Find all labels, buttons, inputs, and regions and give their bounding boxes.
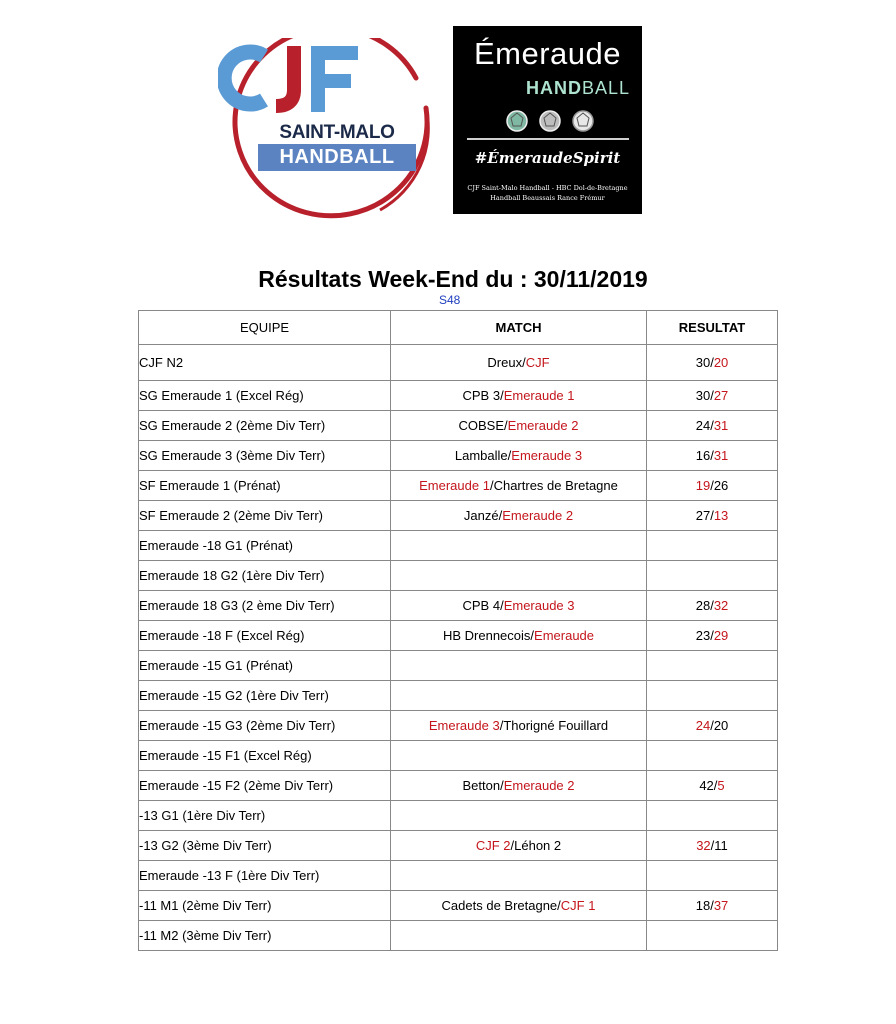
results-body [139, 345, 778, 951]
separator: / [710, 838, 715, 853]
away-team: Emeraude 2 [503, 778, 575, 793]
table-row [139, 801, 778, 831]
home-score: 42 [699, 778, 714, 793]
table-row [139, 741, 778, 771]
result-cell [647, 771, 778, 801]
match-cell [391, 621, 647, 651]
away-score: 37 [713, 898, 729, 913]
separator: / [507, 448, 512, 463]
emeraude-title: Émeraude [473, 36, 622, 71]
team-cell: SG Emeraude 2 (2ème Div Terr) [139, 411, 391, 441]
separator: / [710, 898, 714, 913]
match-cell [391, 441, 647, 471]
match-cell [391, 381, 647, 411]
result-cell [647, 921, 778, 951]
result-cell [647, 681, 778, 711]
away-score: 29 [713, 628, 729, 643]
home-score: 24 [695, 718, 711, 733]
table-row [139, 591, 778, 621]
team-cell: Emeraude -15 G2 (1ère Div Terr) [139, 681, 391, 711]
emeraude-divider [467, 138, 629, 140]
table-row [139, 921, 778, 951]
separator: / [499, 718, 504, 733]
away-team: CJF 1 [560, 898, 596, 913]
table-row [139, 345, 778, 381]
home-team: Emeraude 3 [428, 718, 500, 733]
away-team: Emeraude 3 [503, 598, 575, 613]
separator: / [710, 508, 714, 523]
home-score: 24 [695, 418, 711, 433]
away-team: Léhon 2 [514, 838, 562, 853]
away-score: 27 [713, 388, 729, 403]
separator: / [500, 598, 504, 613]
match-cell [391, 651, 647, 681]
away-score: 11 [714, 838, 728, 853]
home-team: Janzé [463, 508, 499, 523]
home-score: 18 [695, 898, 711, 913]
match-cell [391, 921, 647, 951]
match-cell [391, 891, 647, 921]
photo-credit [631, 130, 639, 220]
results-table [138, 310, 778, 951]
separator: / [489, 478, 494, 493]
away-team: Emeraude 1 [503, 388, 575, 403]
separator: / [710, 478, 714, 493]
table-row [139, 861, 778, 891]
emeraude-footer-line1: CJF Saint-Malo Handball - HBC Dol-de-Bretagne [467, 184, 628, 192]
result-cell [647, 831, 778, 861]
emeraude-hashtag: #ÉmeraudeSpirit [474, 149, 621, 167]
match-cell [391, 801, 647, 831]
result-cell [647, 651, 778, 681]
result-cell [647, 501, 778, 531]
table-row [139, 411, 778, 441]
team-cell: Emeraude 18 G3 (2 ème Div Terr) [139, 591, 391, 621]
result-cell [647, 801, 778, 831]
home-score: 23 [695, 628, 711, 643]
home-team: Dreux [487, 355, 523, 370]
cjf-sport: HANDBALL [258, 144, 416, 171]
match-cell [391, 741, 647, 771]
team-cell: Emeraude -15 G1 (Prénat) [139, 651, 391, 681]
team-cell: -11 M1 (2ème Div Terr) [139, 891, 391, 921]
match-cell [391, 471, 647, 501]
away-score: 32 [713, 598, 729, 613]
separator: / [710, 598, 714, 613]
page-title: Résultats Week-End du : 30/11/2019 [258, 266, 648, 292]
away-team: Emeraude 3 [511, 448, 583, 463]
separator: / [522, 355, 526, 370]
emeraude-logo [453, 26, 642, 214]
table-header-row [139, 311, 778, 345]
table-row [139, 621, 778, 651]
home-score: 27 [695, 508, 711, 523]
match-cell [391, 531, 647, 561]
home-score: 19 [695, 478, 711, 493]
result-cell [647, 531, 778, 561]
away-score: 31 [713, 448, 729, 463]
home-score: 28 [695, 598, 711, 613]
team-cell: SF Emeraude 2 (2ème Div Terr) [139, 501, 391, 531]
match-cell [391, 861, 647, 891]
away-score: 20 [713, 718, 729, 733]
match-cell [391, 771, 647, 801]
home-score: 30 [695, 388, 711, 403]
emeraude-subtitle [526, 78, 630, 99]
week-number: S48 [439, 293, 461, 307]
result-cell [647, 741, 778, 771]
table-row [139, 891, 778, 921]
team-cell: -13 G1 (1ère Div Terr) [139, 801, 391, 831]
away-team: Emeraude 2 [507, 418, 579, 433]
separator: / [498, 508, 503, 523]
home-team: Lamballe [454, 448, 508, 463]
home-team: CPB 3 [462, 388, 501, 403]
separator: / [710, 628, 714, 643]
column-header-result: RESULTAT [647, 311, 778, 345]
team-cell: Emeraude -18 G1 (Prénat) [139, 531, 391, 561]
away-score: 26 [713, 478, 729, 493]
separator: / [713, 778, 718, 793]
away-team: Thorigné Fouillard [503, 718, 609, 733]
column-header-team: EQUIPE [139, 311, 391, 345]
match-cell [391, 501, 647, 531]
table-row [139, 651, 778, 681]
team-cell: Emeraude -15 G3 (2ème Div Terr) [139, 711, 391, 741]
cjf-city: SAINT-MALO [279, 122, 395, 143]
separator: / [710, 718, 714, 733]
result-cell [647, 561, 778, 591]
result-cell [647, 711, 778, 741]
separator: / [530, 628, 535, 643]
team-cell: SG Emeraude 1 (Excel Rég) [139, 381, 391, 411]
result-cell [647, 861, 778, 891]
team-cell: -13 G2 (3ème Div Terr) [139, 831, 391, 861]
separator: / [710, 448, 714, 463]
result-cell [647, 441, 778, 471]
away-score: 20 [713, 355, 729, 370]
team-cell: Emeraude -15 F1 (Excel Rég) [139, 741, 391, 771]
table-row [139, 681, 778, 711]
team-cell: SG Emeraude 3 (3ème Div Terr) [139, 441, 391, 471]
emeraude-footer-line2: Handball Beaussais Rance Frémur [490, 194, 605, 202]
separator: / [500, 778, 504, 793]
separator: / [710, 388, 714, 403]
table-row [139, 561, 778, 591]
cjf-logo [218, 38, 444, 228]
away-team: CJF [525, 355, 550, 370]
handball-balls-icon [505, 109, 595, 133]
result-cell [647, 891, 778, 921]
emeraude-sub-light: BALL [581, 78, 630, 98]
result-cell [647, 471, 778, 501]
table-row [139, 381, 778, 411]
emeraude-footer [453, 183, 642, 203]
table-row [139, 501, 778, 531]
table-row [139, 441, 778, 471]
home-score: 32 [696, 838, 711, 853]
match-cell [391, 345, 647, 381]
result-cell [647, 621, 778, 651]
team-cell: CJF N2 [139, 345, 391, 381]
table-row [139, 531, 778, 561]
separator: / [557, 898, 561, 913]
home-score: 16 [695, 448, 711, 463]
cjf-letters [218, 38, 368, 118]
result-cell [647, 345, 778, 381]
home-team: CPB 4 [462, 598, 501, 613]
separator: / [504, 418, 508, 433]
away-team: Emeraude 2 [502, 508, 574, 523]
team-cell: SF Emeraude 1 (Prénat) [139, 471, 391, 501]
table-row [139, 711, 778, 741]
match-cell [391, 681, 647, 711]
team-cell: Emeraude 18 G2 (1ère Div Terr) [139, 561, 391, 591]
away-score: 31 [713, 418, 729, 433]
match-cell [391, 711, 647, 741]
table-row [139, 471, 778, 501]
away-team: Emeraude [534, 628, 595, 643]
home-team: Cadets de Bretagne [441, 898, 558, 913]
match-cell [391, 591, 647, 621]
home-team: HB Drennecois [442, 628, 531, 643]
home-team: Betton [462, 778, 501, 793]
home-team: Emeraude 1 [419, 478, 490, 493]
result-cell [647, 411, 778, 441]
separator: / [510, 838, 515, 853]
team-cell: Emeraude -18 F (Excel Rég) [139, 621, 391, 651]
separator: / [500, 388, 504, 403]
result-cell [647, 381, 778, 411]
match-cell [391, 411, 647, 441]
separator: / [710, 418, 714, 433]
home-team: COBSE [458, 418, 505, 433]
emeraude-sub-bold: HAND [525, 78, 582, 98]
column-header-match: MATCH [391, 311, 647, 345]
away-team: Chartres de Bretagne [493, 478, 618, 493]
separator: / [710, 355, 714, 370]
team-cell: -11 M2 (3ème Div Terr) [139, 921, 391, 951]
match-cell [391, 561, 647, 591]
team-cell: Emeraude -15 F2 (2ème Div Terr) [139, 771, 391, 801]
table-row [139, 771, 778, 801]
home-score: 30 [695, 355, 711, 370]
match-cell [391, 831, 647, 861]
away-score: 5 [717, 778, 725, 793]
home-team: CJF 2 [475, 838, 511, 853]
team-cell: Emeraude -13 F (1ère Div Terr) [139, 861, 391, 891]
result-cell [647, 591, 778, 621]
table-row [139, 831, 778, 861]
away-score: 13 [713, 508, 729, 523]
